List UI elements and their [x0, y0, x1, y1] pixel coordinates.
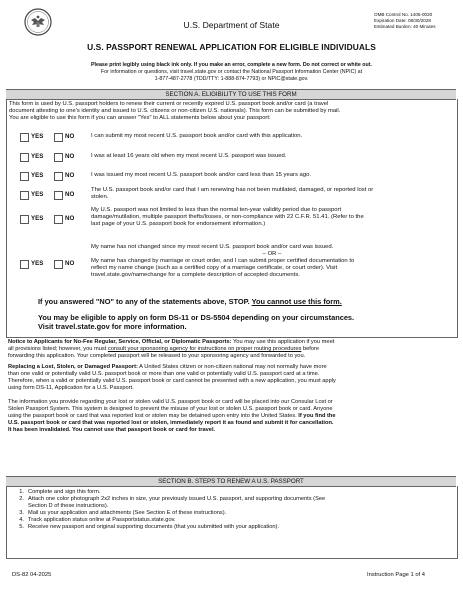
intro-line: document attesting to one's identity and issued to U.S. citizens or non-citizen U.S. nationals). This form can be submitted by mail. [9, 108, 341, 115]
no-label: NO [65, 215, 75, 222]
statement-line: The U.S. passport book and/or card that I am renewing has not been mutilated, damaged, or reported lost or [91, 187, 374, 193]
no-checkbox[interactable] [54, 260, 63, 269]
section-a-intro [9, 101, 455, 123]
step-item [8, 524, 454, 531]
stop-text: If you answered "NO" to any of the statements above, STOP. [38, 297, 252, 306]
contact-instruction: For information or questions, visit travel.state.gov or contact the National Passport Information Center (NPIC) at [100, 68, 363, 75]
yes-checkbox[interactable] [20, 172, 29, 181]
yes-checkbox[interactable] [20, 260, 29, 269]
eligibility-row-5 [18, 207, 454, 231]
section-a-heading: SECTION A. ELIGIBILITY TO USE THIS FORM [6, 89, 456, 100]
step-text: Track application status online at Passportstatus.state.gov. [28, 517, 176, 523]
notice-text: than one valid or potentially valid U.S. passport book or more than one valid or potentially valid U.S. passport card at a time. [8, 371, 320, 377]
no-checkbox[interactable] [54, 172, 63, 181]
intro-line: You are eligible to use this form if you can answer "Yes" to ALL statements below about your passport: [9, 115, 271, 122]
notice-text: Stolen Passport System. This system is designed to prevent the misuse of your lost or stolen U.S. passport book or card. Anyone [8, 406, 333, 412]
eligibility-row-1 [18, 132, 454, 144]
no-checkbox[interactable] [54, 215, 63, 224]
page-number: Instruction Page 1 of 4 [367, 572, 426, 578]
notice-text: using the passport book or card that was reported lost or stolen may be detained upon entry into the United States. [8, 413, 299, 419]
eligibility-row-3 [18, 171, 454, 183]
form-id: DS-82 04-2025 [12, 572, 52, 578]
notice-text: using form DS-11, Application for a U.S. Passport. [8, 385, 134, 391]
step-number: 1. [19, 489, 24, 495]
eligibility-row-2 [18, 152, 454, 164]
eligibility-row-4 [18, 187, 454, 203]
general-instructions [0, 62, 463, 82]
renewal-steps [8, 489, 454, 531]
no-checkbox[interactable] [54, 153, 63, 162]
notice-text: A United States citizen or non-citizen national may not normally have more [137, 364, 327, 370]
notice-text: all provisions listed; however, you must [8, 346, 108, 352]
statement-text [91, 187, 453, 201]
step-text: Mail us your application and attachments (See Section E of these instructions). [28, 510, 227, 516]
step-text: Attach one color photograph 2x2 inches in size, your previously issued U.S. passport, and supporting documents (See [28, 496, 326, 502]
step-text: Complete and sign this form. [28, 489, 101, 495]
notice-heading: Replacing a Lost, Stolen, or Damaged Passport: [8, 364, 138, 370]
yes-checkbox[interactable] [20, 133, 29, 142]
step-item [8, 517, 454, 524]
step-item [8, 496, 454, 510]
no-label: NO [65, 172, 75, 179]
stop-line-1 [38, 297, 448, 307]
eligibility-row-6 [18, 244, 454, 286]
omb-estimated-burden: Estimated Burden: 40 Minutes [374, 24, 436, 30]
no-checkbox[interactable] [54, 191, 63, 200]
notice-text: Therefore, when a valid or potentially valid U.S. passport book or card cannot be presented with a new application, you must apply [8, 378, 336, 384]
section-b-heading: SECTION B. STEPS TO RENEW A U.S. PASSPORT [6, 476, 456, 487]
yes-label: YES [31, 133, 44, 140]
step-number: 5. [19, 524, 24, 530]
yes-label: YES [31, 153, 44, 160]
no-checkbox[interactable] [54, 133, 63, 142]
step-number: 2. [19, 496, 24, 502]
no-label: NO [65, 191, 75, 198]
step-number: 4. [19, 517, 24, 523]
statement-text [91, 244, 453, 279]
notice-text: You may use this application if you meet [231, 339, 335, 345]
stop-line-2: You may be eligible to apply on form DS-11 or DS-5504 depending on your circumstances. [38, 312, 355, 322]
notice-text: forwarding this application. Your completed passport will be released to your sponsoring agency and forwarded to you. [8, 353, 306, 359]
stop-message [38, 297, 448, 332]
notice-emphasis: If you find the [298, 413, 336, 419]
statement-line: stolen. [91, 194, 109, 200]
intro-line: This form is used by U.S. passport holders to renew their current or recently expired U.S. passport book and/or card (a travel [9, 101, 329, 107]
step-text: Section D of these instructions). [28, 503, 109, 509]
notice-emphasis: It has been invalidated. You cannot use that passport book or card for travel. [8, 427, 216, 433]
step-text: Receive new passport and original supporting documents (that you submitted with your application). [28, 524, 280, 530]
statement-text [91, 153, 453, 160]
lost-stolen-notice [8, 364, 454, 392]
form-title: U.S. PASSPORT RENEWAL APPLICATION FOR ELIGIBLE INDIVIDUALS [87, 42, 376, 52]
statement-line: I can submit my most recent U.S. passport book and/or card with this application. [91, 133, 303, 139]
statement-line: reflect my name change (such as a certified copy of a marriage certificate, or court order). Visit [91, 265, 338, 271]
notice-heading: Notice to Applicants for No-Fee Regular, Service, Official, or Diplomatic Passports: [8, 339, 232, 345]
statement-line: last page of your U.S. passport book for endorsement information.) [91, 221, 266, 227]
omb-control-number: OMB Control No. 1405-0020 [374, 12, 433, 17]
omb-info [374, 12, 436, 31]
statement-line: damage/mutilation, multiple passport thefts/losses, or non-compliance with 22 C.F.R. 51.41. (Refer to the [91, 214, 364, 220]
omb-expiration-date: Expiration Date: 08/30/2028 [374, 18, 431, 24]
no-fee-notice [8, 339, 454, 360]
notice-text: before [301, 346, 320, 352]
no-label: NO [65, 133, 75, 140]
yes-checkbox[interactable] [20, 215, 29, 224]
stop-warning: You cannot use this form. [251, 297, 342, 306]
statement-line: I was issued my most recent U.S. passport book and/or card less than 15 years ago. [91, 172, 312, 178]
statement-line: My U.S. passport was not limited to less than the normal ten-year validity period due to passport [91, 207, 342, 213]
statement-line: My name has changed by marriage or court order, and I can submit proper certified documentation to [91, 258, 355, 264]
statement-text [91, 207, 453, 228]
yes-label: YES [31, 191, 44, 198]
yes-label: YES [31, 172, 44, 179]
statement-text [91, 172, 453, 179]
no-label: NO [65, 153, 75, 160]
yes-label: YES [31, 260, 44, 267]
or-separator: – OR – [262, 251, 282, 257]
notice-emphasis: U.S. passport book or card that was reported lost or stolen, immediately report it as found and submit it for cancellation. [8, 420, 334, 426]
step-item [8, 489, 454, 496]
department-name: U.S. Department of State [183, 20, 280, 30]
step-item [8, 510, 454, 517]
yes-checkbox[interactable] [20, 153, 29, 162]
lost-stolen-system-notice [8, 399, 454, 434]
stop-line-3: Visit travel.state.gov for more information. [38, 322, 187, 331]
statement-text [91, 133, 453, 140]
no-label: NO [65, 260, 75, 267]
ink-instruction: Please print legibly using black ink only. If you make an error, complete a new form. Do not correct or white out. [91, 62, 372, 68]
yes-checkbox[interactable] [20, 191, 29, 200]
contact-numbers: 1-877-487-2778 (TDD/TTY: 1-888-874-7793) or NPIC@state.gov. [154, 75, 309, 82]
step-number: 3. [19, 510, 24, 516]
yes-label: YES [31, 215, 44, 222]
notice-text: The information you provide regarding your lost or stolen valid U.S. passport book or card will be placed into our Consular Lost or [8, 399, 333, 405]
statement-line: travel.state.gov/namechange for a complete description of accepted documents. [91, 272, 300, 278]
notice-emphasis: consult your sponsoring agency for instructions on proper routing procedures [107, 346, 302, 352]
statement-line: I was at least 16 years old when my most recent U.S. passport was issued. [91, 153, 287, 159]
statement-line: My name has not changed since my most recent U.S. passport book and/or card was issued. [91, 244, 334, 250]
